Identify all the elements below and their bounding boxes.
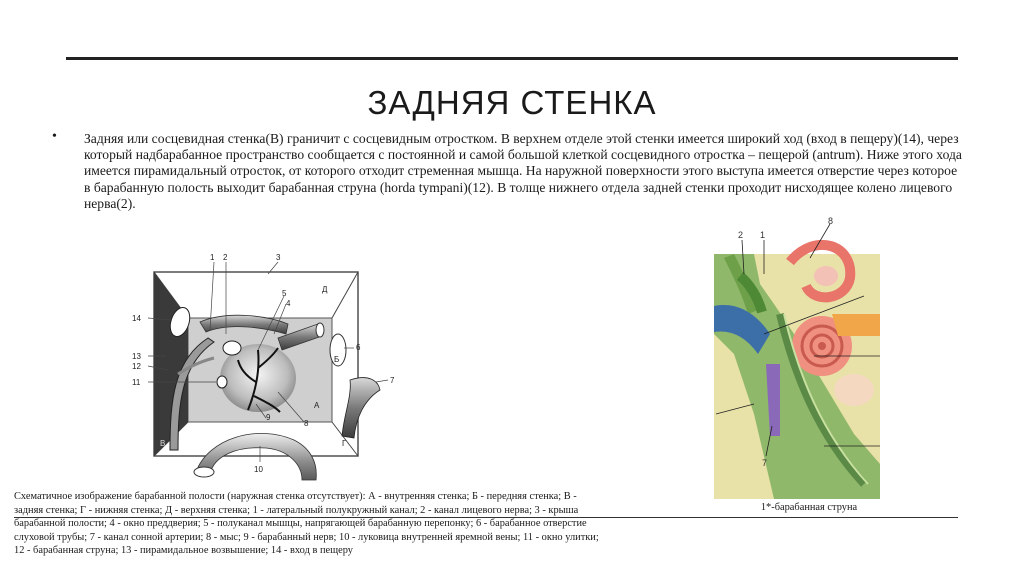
label-r8: 8 [828, 216, 834, 226]
middle-ear-illustration [714, 214, 884, 499]
label-r7: 7 [762, 458, 768, 468]
label-2: 2 [223, 253, 228, 262]
slide-paragraph: Задняя или сосцевидная стенка(В) граничит с сосцевидным отростком. В верхнем отделе этой стенки имеется широкий ход (вход в пещеру)(14), через который надбарабанное пространство сообщается с постоянной и самой большой клеткой сосцевидного отростка – пещерой (antrum). Ниже этого хода имеется пирамидальный отросток, от которого отходит стременная мышца. На наружной поверхности этого выступа имеется отверстие через которое в барабанную полость выходит барабанная струна (horda tympani)(12). В толще нижнего отдела задней стенки проходит нисходящее колено лицевого нерва(2). [84, 131, 962, 211]
tympanic-cavity-diagram [118, 250, 418, 488]
label-D: Д [322, 285, 328, 294]
label-r1: 1 [760, 230, 766, 240]
right-figure-caption: 1*-барабанная струна [760, 502, 858, 513]
label-4: 4 [286, 299, 291, 308]
label-B: Б [334, 355, 340, 364]
label-5: 5 [282, 289, 287, 298]
label-G: Г [342, 439, 347, 448]
label-7: 7 [390, 376, 395, 385]
label-14: 14 [132, 314, 141, 323]
label-12: 12 [132, 362, 141, 371]
bottom-rule [14, 517, 958, 518]
slide-title: ЗАДНЯЯ СТЕНКА [367, 84, 657, 121]
label-r2: 2 [738, 230, 744, 240]
label-3: 3 [276, 253, 281, 262]
left-figure-caption: Схематичное изображение барабанной полости (наружная стенка отсутствует): А - внутренняя стенка; Б - передняя стенка; В - задняя стенка; Г - нижняя стенка; Д - верхняя стенка; 1 - латеральный полукружный канал; 2 - канал лицевого нерва; 3 - крыша барабанной полости; 4 - окно преддверия; 5 - полуканал мышцы, напрягающей барабанную перепонку; 6 - барабанное отверстие слуховой трубы; 7 - канал сонной артерии; 8 - мыс; 9 - барабанный нерв; 10 - луковица внутренней яремной вены; 11 - окно улитки; 12 - барабанная струна; 13 - пирамидальное возвышение; 14 - вход в пещеру [14, 491, 599, 557]
bullet-marker: • [52, 129, 57, 144]
label-9: 9 [266, 413, 271, 422]
top-rule [66, 57, 958, 60]
label-A: А [314, 401, 320, 410]
label-V: В [160, 439, 166, 448]
label-6: 6 [356, 343, 361, 352]
label-13: 13 [132, 352, 141, 361]
label-11: 11 [132, 378, 141, 387]
label-1: 1 [210, 253, 215, 262]
label-8: 8 [304, 419, 309, 428]
label-10: 10 [254, 465, 263, 474]
